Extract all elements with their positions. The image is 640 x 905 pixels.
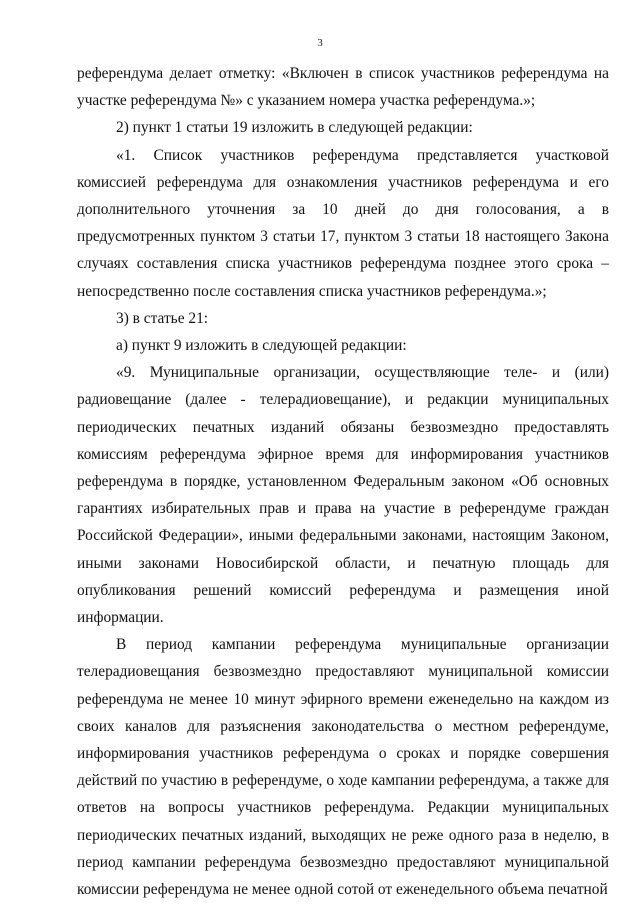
paragraph-item-2: 2) пункт 1 статьи 19 изложить в следующей редакции: [116,119,473,137]
document-body [77,60,609,903]
paragraph-subitem-a: а) пункт 9 изложить в следующей редакции: [116,337,407,355]
paragraph-continuation: референдума делает отметку: «Включен в список участников референдума на участке референдума №» с указанием номера участка референдума.»; [77,65,609,110]
paragraph-quote-point-9: «9. Муниципальные организации, осуществляющие теле- и (или) радиовещание (далее - телерадиовещание), и редакции муниципальных периодических печатных изданий обязаны безвозмездно предоставлять комиссиям референдума эфирное время для информирования участников референдума в порядке, установленном Федеральным законом «Об основных гарантиях избирательных прав и права на участие в референдуме граждан Российской Федерации», иными федеральными законами, настоящим Законом, иными законами Новосибирской области, и печатную площадь для опубликования решений комиссий референдума и размещения иной информации. [77,364,609,627]
paragraph-quote-point-1: «1. Список участников референдума представляется участковой комиссией референдума для ознакомления участников референдума и его дополнительного уточнения за 10 дней до дня голосования, а в предусмотренных пунктом 3 статьи 17, пунктом 3 статьи 18 настоящего Закона случаях составления списка участников референдума позднее этого срока – непосредственно после составления списка участников референдума.»; [77,146,609,300]
paragraph-item-3: 3) в статье 21: [116,309,209,327]
page-number: 3 [317,37,323,49]
paragraph-campaign-period: В период кампании референдума муниципальные организации телерадиовещания безвозмездно предоставляют муниципальной комиссии референдума не менее 10 минут эфирного времени еженедельно на каждом из своих каналов для разъяснения законодательства о местном референдуме, информирования участников референдума о сроках и порядке совершения действий по участию в референдуме, о ходе кампании референдума, а также для ответов на вопросы участников референдума. Редакции муниципальных периодических печатных изданий, выходящих не реже одного раза в неделю, в период кампании референдума безвозмездно предоставляют муниципальной комиссии референдума не менее одной сотой от еженедельного объема печатной [77,636,609,899]
